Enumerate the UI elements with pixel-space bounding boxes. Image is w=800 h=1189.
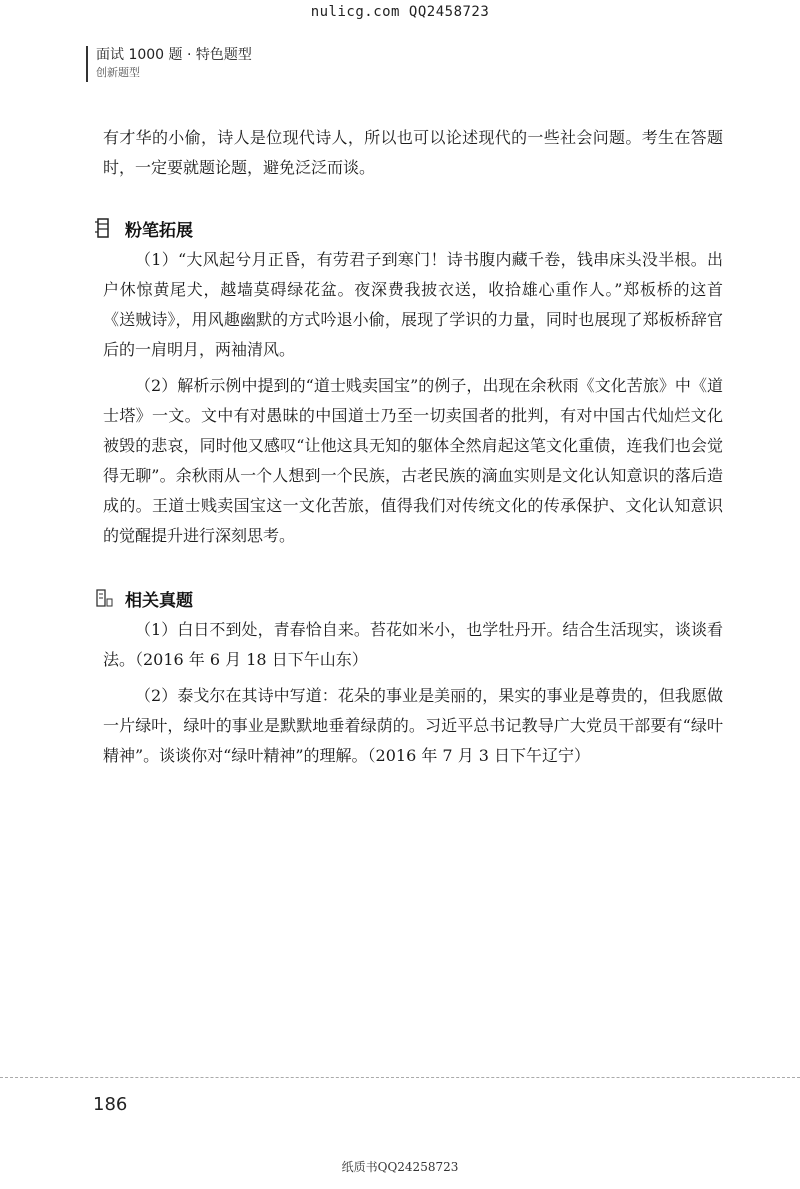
paragraph: （2）解析示例中提到的“道士贱卖国宝”的例子，出现在余秋雨《文化苦旅》中《道士塔》一文。文中有对愚昧的中国道士乃至一切卖国者的批判，有对中国古代灿烂文化被毁的悲哀，同时他又感叹“让他这具无知的躯体全然肩起这笔文化重债，连我们也会觉得无聊”。余秋雨从一个人想到一个民族，古老民族的滴血实则是文化认知意识的落后造成的。王道士贱卖国宝这一文化苦旅，值得我们对传统文化的传承保护、文化认知意识的觉醒提升进行深刻思考。 — [103, 376, 723, 545]
page-number: 186 — [93, 1094, 128, 1115]
chapter-subtitle: 创新题型 — [96, 66, 140, 79]
intro-paragraph: 有才华的小偷，诗人是位现代诗人，所以也可以论述现代的一些社会问题。考生在答题时，一定要就题论题，避免泛泛而谈。 — [103, 128, 723, 177]
chalk-note-icon — [93, 217, 115, 239]
book-title: 面试 1000 题 · 特色题型 — [96, 47, 252, 63]
watermark-bottom: 纸质书QQ24258723 — [341, 1160, 459, 1174]
section-heading — [93, 583, 723, 613]
paragraph: （1）“大风起兮月正昏，有劳君子到寒门！诗书腹内藏千卷，钱串床头没半根。出户休惊黄尾犬，越墙莫碍绿花盆。夜深费我披衣送，收拾雄心重作人。”郑板桥的这首《送贼诗》，用风趣幽默的方式吟退小偷，展现了学识的力量，同时也展现了郑板桥辞官后的一肩明月，两袖清风。 — [103, 250, 723, 359]
section-chalk-extension — [103, 213, 723, 551]
header-bar — [86, 46, 88, 82]
footer-rule — [0, 1077, 800, 1078]
watermark-top: nulicg.com QQ2458723 — [310, 4, 490, 20]
exam-paper-icon — [93, 587, 115, 609]
section-heading — [93, 213, 723, 243]
section-title: 相关真题 — [125, 590, 193, 611]
section-title: 粉笔拓展 — [125, 220, 193, 241]
paragraph: （1）白日不到处，青春恰自来。苔花如米小，也学牡丹开。结合生活现实，谈谈看法。（2016 年 6 月 18 日下午山东） — [103, 620, 723, 669]
running-header — [90, 46, 252, 82]
section-related-exams — [103, 583, 723, 771]
paragraph: （2）泰戈尔在其诗中写道：花朵的事业是美丽的，果实的事业是尊贵的，但我愿做一片绿叶，绿叶的事业是默默地垂着绿荫的。习近平总书记教导广大党员干部要有“绿叶精神”。谈谈你对“绿叶精神”的理解。（2016 年 7 月 3 日下午辽宁） — [103, 686, 723, 765]
page-content — [103, 123, 723, 771]
